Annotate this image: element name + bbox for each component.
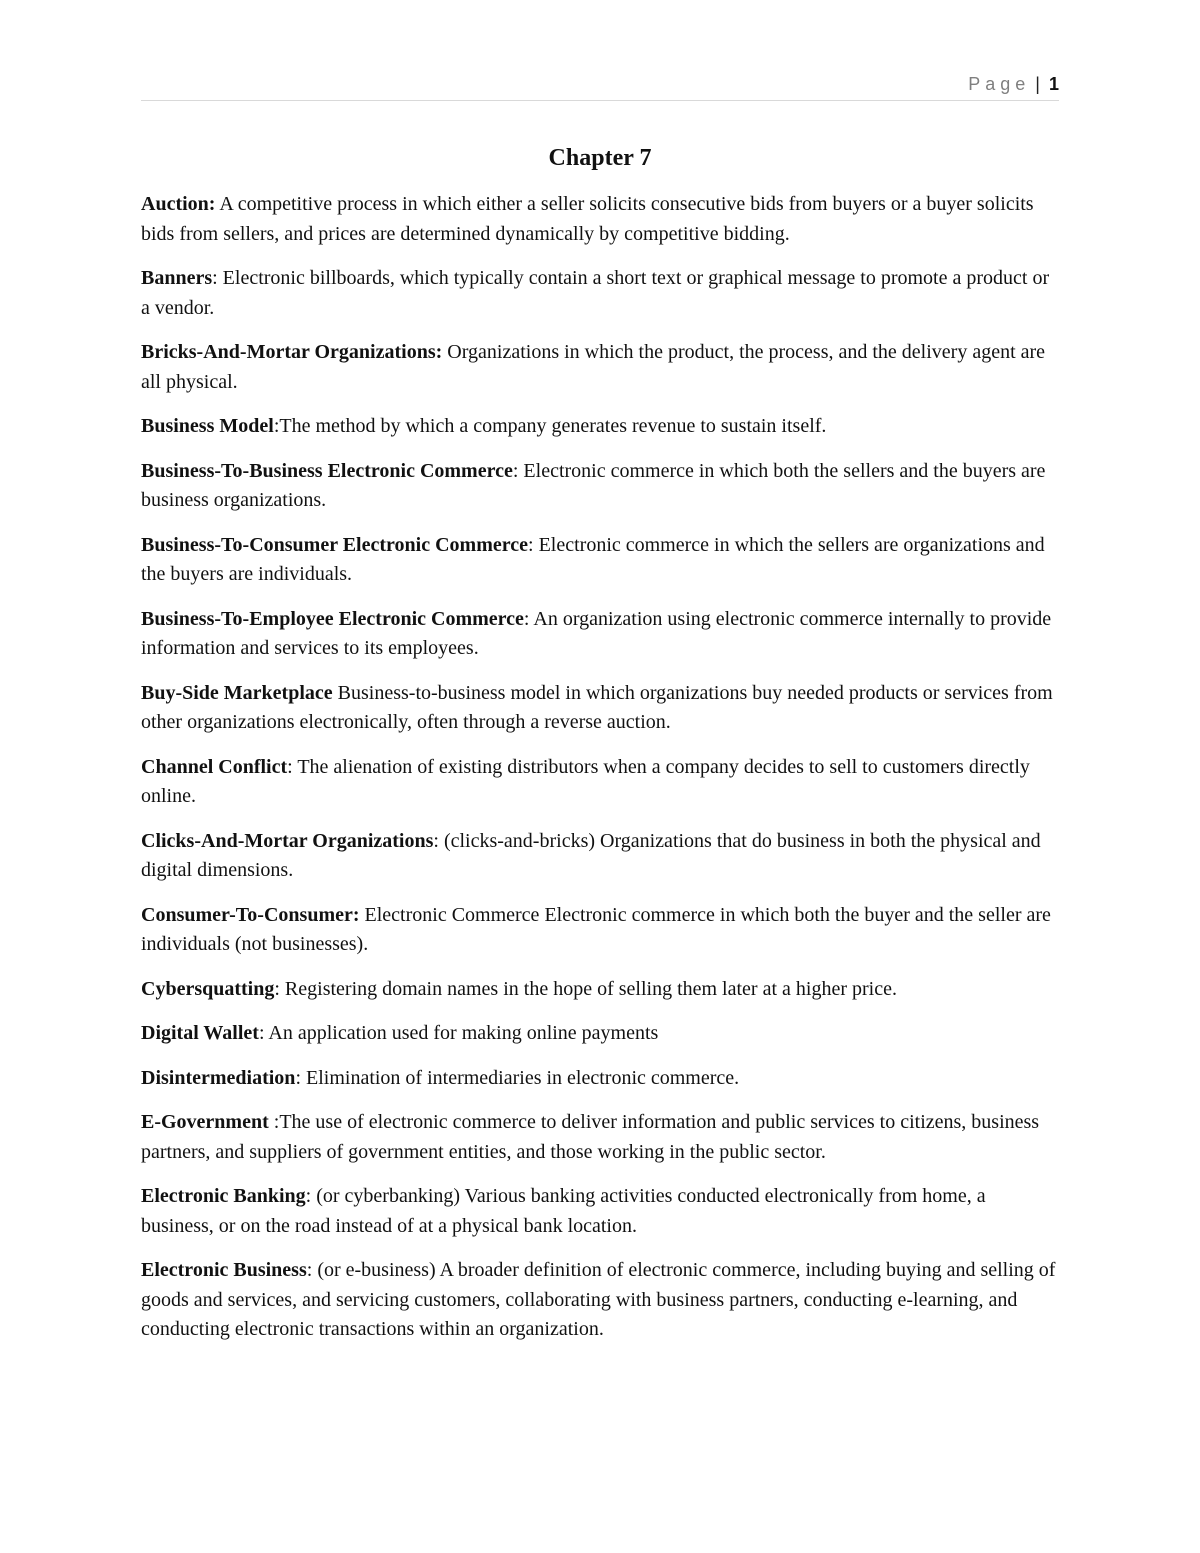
glossary-entry-c2c (141, 901, 1059, 960)
glossary-entry-b2c (141, 531, 1059, 590)
glossary-entry-disintermediation (141, 1064, 1059, 1094)
page-number: 1 (1048, 74, 1059, 94)
glossary-entry-digital-wallet (141, 1019, 1059, 1049)
glossary-entry-b2b (141, 457, 1059, 516)
glossary-definition: : An application used for making online payments (258, 1022, 659, 1044)
glossary-term: Business Model (141, 415, 274, 437)
glossary-entry-bricks-and-mortar (141, 338, 1059, 397)
glossary-term: E-Government (141, 1111, 269, 1133)
chapter-title: Chapter 7 (548, 145, 652, 171)
glossary-term: Disintermediation (141, 1066, 296, 1089)
glossary-definition: : Electronic commerce in which the sellers are organizations and the buyers are individuals. (141, 533, 1045, 585)
glossary-entry-cybersquatting (141, 975, 1059, 1005)
glossary-definition: Business-to-business model in which organizations buy needed products or services from other organizations electronically, often through a reverse auction. (141, 681, 1053, 733)
glossary-term: Business-To-Consumer Electronic Commerce (141, 533, 529, 556)
glossary-term: Business-To-Business Electronic Commerce (141, 459, 513, 482)
page-header (141, 72, 1059, 101)
glossary-term: Banners (141, 267, 213, 289)
glossary-definition: : (clicks-and-bricks) Organizations that do business in both the physical and digital dimensions. (141, 829, 1041, 881)
glossary-definition: : (or e-business) A broader definition of electronic commerce, including buying and selling of goods and services, and servicing customers, collaborating with business partners, conducting e-learning, and conducting electronic transactions within an organization. (141, 1259, 1056, 1340)
glossary-entry-e-government (141, 1108, 1059, 1167)
glossary-definition: :The use of electronic commerce to deliver information and public services to citizens, business partners, and suppliers of government entities, and those working in the public sector. (141, 1111, 1040, 1163)
glossary-definition: A competitive process in which either a seller solicits consecutive bids from buyers or a buyer solicits bids from sellers, and prices are determined dynamically by competitive bidding. (141, 193, 1034, 245)
page-separator: | (1035, 74, 1040, 94)
glossary-definition: : Registering domain names in the hope of selling them later at a higher price. (274, 977, 897, 1000)
glossary-entry-channel-conflict (141, 753, 1059, 812)
glossary-entry-business-model (141, 412, 1059, 442)
glossary-term: Digital Wallet (141, 1022, 259, 1044)
glossary-term: Bricks-And-Mortar Organizations: (141, 341, 443, 363)
glossary-entry-auction (141, 190, 1059, 249)
glossary-definition: : Electronic commerce in which both the sellers and the buyers are business organizations. (141, 459, 1046, 511)
glossary-definition: : (or cyberbanking) Various banking activities conducted electronically from home, a business, or on the road instead of at a physical bank location. (141, 1185, 986, 1237)
glossary-definition: : Elimination of intermediaries in electronic commerce. (295, 1066, 740, 1089)
glossary-term: Buy-Side Marketplace (141, 681, 333, 704)
glossary-term: Electronic Banking (141, 1185, 306, 1207)
document-body (141, 140, 1059, 1360)
glossary-term: Auction: (141, 193, 216, 215)
glossary-definition: : The alienation of existing distributors when a company decides to sell to customers directly online. (141, 755, 1030, 807)
glossary-term: Channel Conflict (141, 755, 288, 778)
glossary-definition: : An organization using electronic commerce internally to provide information and services to its employees. (141, 607, 1052, 659)
glossary-term: Cybersquatting (141, 977, 275, 1000)
glossary-definition: : Electronic billboards, which typically contain a short text or graphical message to promote a product or a vendor. (141, 267, 1050, 319)
glossary-entry-b2e (141, 605, 1059, 664)
glossary-definition: Electronic Commerce Electronic commerce in which both the buyer and the seller are individuals (not businesses). (141, 903, 1051, 955)
page-word: Page (968, 74, 1031, 94)
glossary-entry-electronic-business (141, 1256, 1059, 1345)
glossary-entry-buy-side-marketplace (141, 679, 1059, 738)
glossary-definition: Organizations in which the product, the process, and the delivery agent are all physical. (141, 341, 1046, 393)
glossary-list (141, 190, 1059, 1345)
glossary-term: Clicks-And-Mortar Organizations (141, 829, 434, 852)
page-number-label (968, 74, 1059, 95)
glossary-term: Consumer-To-Consumer: (141, 903, 360, 926)
glossary-entry-electronic-banking (141, 1182, 1059, 1241)
glossary-term: Business-To-Employee Electronic Commerce (141, 607, 524, 630)
glossary-term: Electronic Business (141, 1259, 307, 1281)
glossary-entry-banners (141, 264, 1059, 323)
glossary-definition: :The method by which a company generates revenue to sustain itself. (273, 415, 827, 437)
glossary-entry-clicks-and-mortar (141, 827, 1059, 886)
